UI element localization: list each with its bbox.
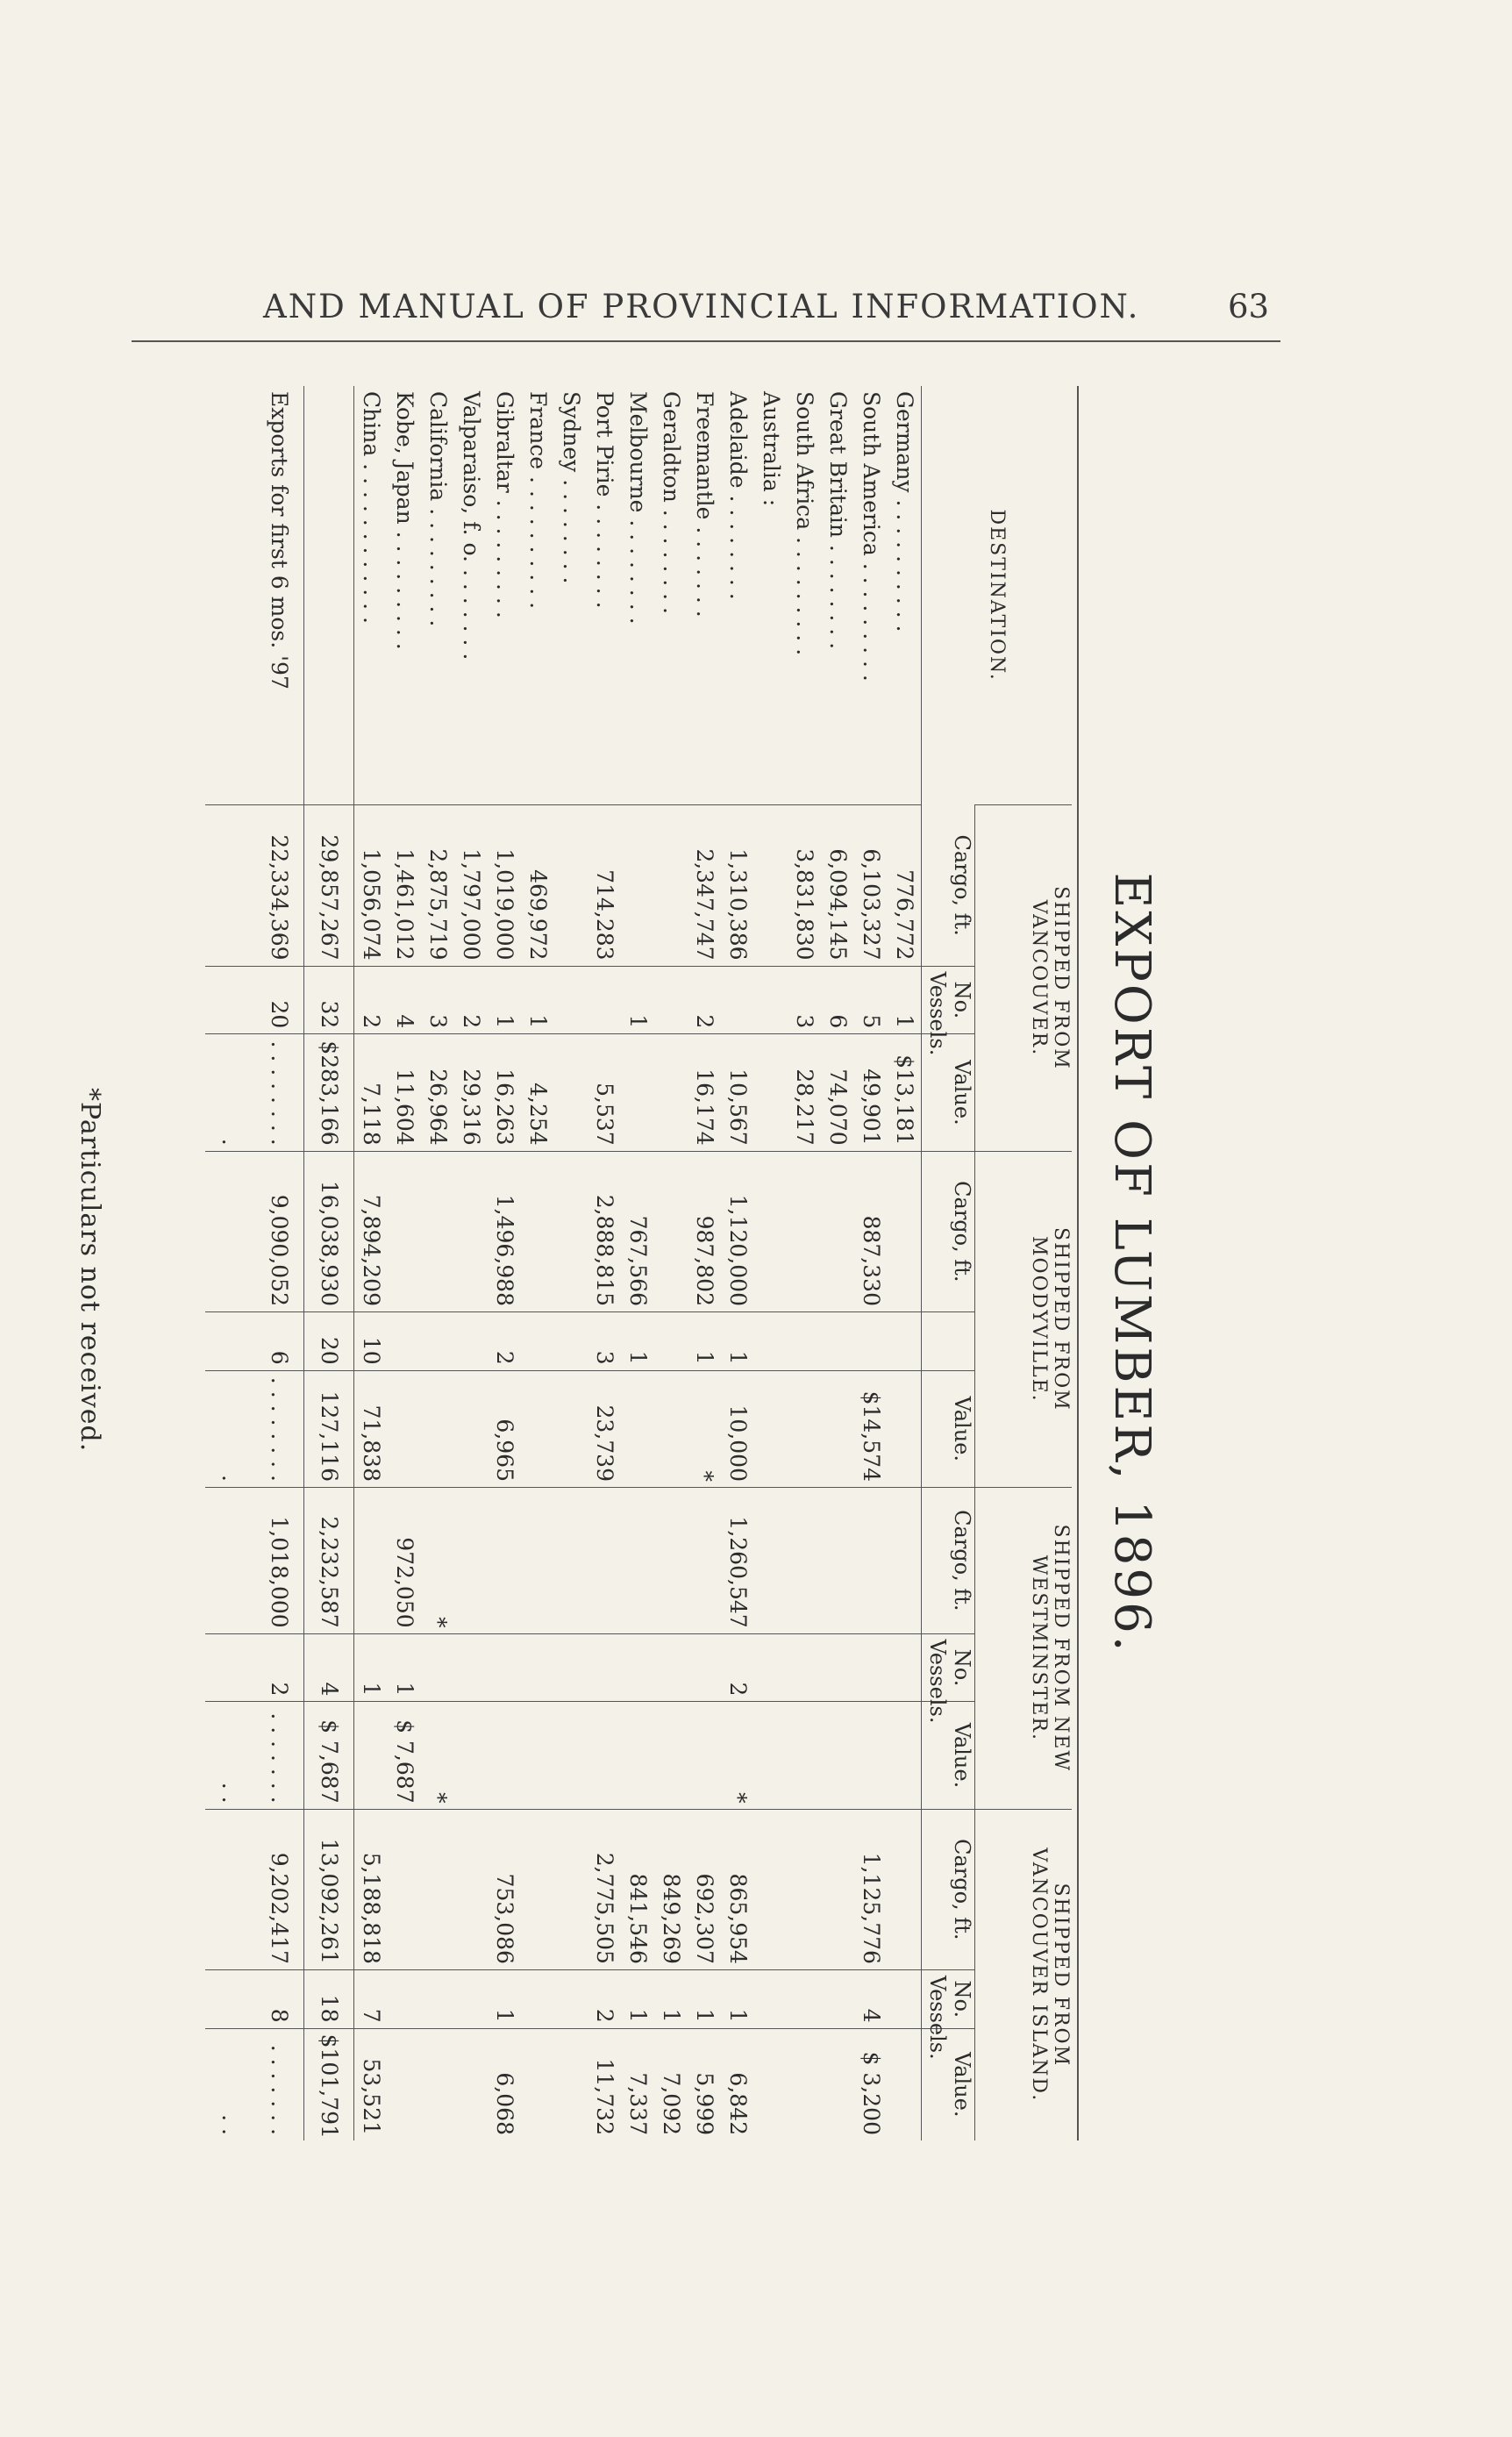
table-cell: 4,254: [521, 1034, 554, 1151]
table-cell: 3,831,830: [788, 805, 821, 966]
table-cell: 11,732: [588, 2028, 621, 2140]
table-cell: [521, 1633, 554, 1702]
table-cell: 6,094,145: [821, 805, 854, 966]
table-cell: 692,307: [688, 1809, 721, 1969]
table-cell: 1,019,000: [488, 805, 521, 966]
table-cell: 7,118: [354, 1034, 389, 1151]
table-row: [521, 386, 554, 2140]
table-cell: [454, 1370, 488, 1487]
destination-cell: Port Pirie . . . . . . . .: [592, 391, 617, 609]
table-cell: [754, 1370, 788, 1487]
table-cell: 10: [354, 1311, 389, 1370]
table-row: [588, 386, 621, 2140]
table-cell: [421, 1151, 454, 1311]
table-cell: 11,604: [388, 1034, 421, 1151]
table-cell: [688, 1702, 721, 1809]
table-cell: [888, 1633, 922, 1702]
table-cell: [754, 2028, 788, 2140]
table-cell: [388, 1311, 421, 1370]
table-cell: [454, 1488, 488, 1634]
table-cell: [521, 1488, 554, 1634]
table-cell: 849,269: [654, 1809, 688, 1969]
table-cell: 3: [421, 966, 454, 1034]
subheader-cargo: Cargo, ft.: [922, 805, 975, 966]
table-cell: 6,103,327: [854, 805, 888, 966]
table-cell: 2: [721, 1633, 754, 1702]
table-cell: 5,999: [688, 2028, 721, 2140]
table-cell: 6: [821, 966, 854, 1034]
table-cell: [888, 1809, 922, 1969]
table-cell: 2: [454, 966, 488, 1034]
table-cell: [421, 2028, 454, 2140]
table-cell: $ 7,687: [388, 1702, 421, 1809]
table-cell: 4: [388, 966, 421, 1034]
table-cell: *: [688, 1370, 721, 1487]
table-cell: $14,574: [854, 1370, 888, 1487]
table-cell: [754, 1311, 788, 1370]
table-cell: [888, 1488, 922, 1634]
table-cell: [554, 1370, 588, 1487]
table-cell: [654, 1633, 688, 1702]
table-cell: 5,188,818: [354, 1809, 389, 1969]
table-row: [554, 386, 588, 2140]
total-cell: 32: [304, 966, 354, 1034]
total-cell: 20: [304, 1311, 354, 1370]
table-cell: [521, 1151, 554, 1311]
exports-cell: . . . . . . . . .: [205, 2028, 304, 2140]
destination-cell: Sydney . . . . . . . .: [559, 391, 584, 584]
table-cell: [888, 1702, 922, 1809]
table-cell: 1: [488, 1969, 521, 2028]
table-cell: 987,802: [688, 1151, 721, 1311]
table-cell: [354, 1488, 389, 1634]
table-cell: 10,567: [721, 1034, 754, 1151]
table-cell: [788, 1370, 821, 1487]
table-cell: 865,954: [721, 1809, 754, 1969]
table-cell: 1: [521, 966, 554, 1034]
table-cell: [621, 1370, 654, 1487]
table-cell: 1: [654, 1969, 688, 2028]
table-cell: 2,875,719: [421, 805, 454, 966]
table-cell: [654, 1488, 688, 1634]
table-cell: [521, 1702, 554, 1809]
table-cell: [454, 1633, 488, 1702]
table-cell: [554, 805, 588, 966]
table-cell: [821, 1809, 854, 1969]
destination-cell: South America . . . . . . . . .: [859, 391, 884, 682]
table-cell: 2,347,747: [688, 805, 721, 966]
table-cell: 28,217: [788, 1034, 821, 1151]
table-cell: [788, 1311, 821, 1370]
table-cell: 16,174: [688, 1034, 721, 1151]
table-cell: [521, 1311, 554, 1370]
table-cell: 1: [621, 966, 654, 1034]
table-cell: [621, 1488, 654, 1634]
page-number: 63: [1228, 288, 1270, 325]
table-cell: [521, 2028, 554, 2140]
table-cell: 7,894,209: [354, 1151, 389, 1311]
table-cell: 1: [888, 966, 922, 1034]
table-cell: 1: [488, 966, 521, 1034]
table-cell: [488, 1702, 521, 1809]
total-cell: 4: [304, 1633, 354, 1702]
table-cell: [421, 1809, 454, 1969]
table-cell: [754, 1633, 788, 1702]
table-cell: [821, 1702, 854, 1809]
subheader-value: Value.: [922, 1370, 975, 1487]
table-cell: [388, 2028, 421, 2140]
table-cell: [654, 1151, 688, 1311]
table-cell: [621, 1034, 654, 1151]
table-cell: 5: [854, 966, 888, 1034]
table-cell: [554, 1311, 588, 1370]
table-cell: [754, 1488, 788, 1634]
subheader-cargo: Cargo, ft.: [922, 1488, 975, 1634]
table-cell: [654, 1702, 688, 1809]
table-cell: [654, 1034, 688, 1151]
table-cell: 1,125,776: [854, 1809, 888, 1969]
table-cell: 3: [788, 966, 821, 1034]
table-cell: [788, 1969, 821, 2028]
table-cell: [488, 1488, 521, 1634]
exports-cell: 22,334,369: [205, 805, 304, 966]
table-cell: [854, 1488, 888, 1634]
table-cell: 10,000: [721, 1370, 754, 1487]
table-cell: 1,260,547: [721, 1488, 754, 1634]
table-cell: $ 3,200: [854, 2028, 888, 2140]
footnote-text: *Particulars not received.: [75, 1088, 105, 1453]
table-cell: 6,842: [721, 2028, 754, 2140]
destination-header: DESTINATION.: [922, 386, 1073, 805]
totals-label-cell: [304, 386, 354, 805]
table-cell: [688, 1488, 721, 1634]
table-cell: 71,838: [354, 1370, 389, 1487]
table-cell: [454, 1702, 488, 1809]
table-cell: [754, 1969, 788, 2028]
total-cell: 13,092,261: [304, 1809, 354, 1969]
table-cell: 1,310,386: [721, 805, 754, 966]
exports-cell: . . . . . . . . .: [205, 1370, 304, 1487]
table-cell: 1: [688, 1311, 721, 1370]
table-cell: 2: [588, 1969, 621, 2028]
table-row: [688, 386, 721, 2140]
table-cell: [588, 1702, 621, 1809]
table-cell: 1: [721, 1969, 754, 2028]
table-cell: [588, 1488, 621, 1634]
running-head: AND MANUAL OF PROVINCIAL INFORMATION.: [263, 288, 1140, 325]
table-title: EXPORT OF LUMBER, 1896.: [1103, 872, 1160, 1654]
table-cell: [888, 1370, 922, 1487]
table-cell: [588, 1633, 621, 1702]
table-cell: 4: [854, 1969, 888, 2028]
table-cell: [388, 1969, 421, 2028]
table-cell: [821, 1370, 854, 1487]
table-cell: [488, 1633, 521, 1702]
table-cell: [388, 1151, 421, 1311]
table-cell: 7,092: [654, 2028, 688, 2140]
table-cell: [554, 1809, 588, 1969]
table-row: [388, 386, 421, 2140]
table-cell: 1: [688, 1969, 721, 2028]
table-cell: [554, 1151, 588, 1311]
exports-cell: 2: [205, 1633, 304, 1702]
table-cell: [621, 805, 654, 966]
table-cell: [521, 1809, 554, 1969]
exports-cell: . . . . . . . . .: [205, 1034, 304, 1151]
table-cell: [888, 1969, 922, 2028]
table-cell: [554, 1488, 588, 1634]
table-body: [205, 386, 922, 2140]
table-cell: [621, 1633, 654, 1702]
table-cell: 776,772: [888, 805, 922, 966]
total-cell: $283,166: [304, 1034, 354, 1151]
table-cell: 767,566: [621, 1151, 654, 1311]
total-cell: 127,116: [304, 1370, 354, 1487]
table-cell: [621, 1702, 654, 1809]
table-cell: [788, 1488, 821, 1634]
totals-row: [304, 386, 354, 2140]
table-cell: 1: [354, 1633, 389, 1702]
table-row: [454, 386, 488, 2140]
exports-row: [205, 386, 304, 2140]
table-cell: [421, 1969, 454, 2028]
table-cell: [654, 966, 688, 1034]
table-cell: 7: [354, 1969, 389, 2028]
table-row: [488, 386, 521, 2140]
table-cell: 74,070: [821, 1034, 854, 1151]
exports-cell: 20: [205, 966, 304, 1034]
table-cell: [554, 1702, 588, 1809]
table-cell: [554, 1633, 588, 1702]
rotated-table-region: [123, 386, 1175, 2140]
subheader-value: Value.: [922, 1034, 975, 1151]
table-cell: [854, 1633, 888, 1702]
table-cell: 2: [688, 966, 721, 1034]
table-row: [788, 386, 821, 2140]
table-cell: [821, 1969, 854, 2028]
table-cell: *: [421, 1488, 454, 1634]
table-cell: 6,068: [488, 2028, 521, 2140]
table-cell: [788, 1633, 821, 1702]
subheader-vessels: No. Vessels.: [922, 1633, 975, 1702]
header-rule: [132, 340, 1280, 342]
table-cell: 1,461,012: [388, 805, 421, 966]
title-rule: [1077, 386, 1079, 2140]
total-cell: 29,857,267: [304, 805, 354, 966]
destination-cell: California . . . . . . . . .: [425, 391, 451, 627]
exports-cell: 1,018,000: [205, 1488, 304, 1634]
table-cell: *: [421, 1702, 454, 1809]
table-cell: [754, 1702, 788, 1809]
destination-cell: South Africa . . . . . . . . .: [792, 391, 817, 656]
table-cell: 3: [588, 1311, 621, 1370]
table-cell: [754, 1034, 788, 1151]
destination-cell: Adelaide . . . . . . . .: [725, 391, 751, 600]
table-cell: [421, 1633, 454, 1702]
subheader-value: Value.: [922, 1702, 975, 1809]
destination-cell: Melbourne . . . . . . . .: [625, 391, 651, 625]
table-cell: [754, 1151, 788, 1311]
subheader-vessels: No. Vessels.: [922, 1969, 975, 2028]
table-cell: [554, 2028, 588, 2140]
table-cell: 1,120,000: [721, 1151, 754, 1311]
table-cell: [388, 1809, 421, 1969]
table-cell: 23,739: [588, 1370, 621, 1487]
lumber-export-table: [205, 386, 1072, 2140]
destination-cell: Gibraltar . . . . . . . . .: [492, 391, 517, 618]
destination-cell: Freemantle . . . . . . .: [692, 391, 717, 618]
exports-cell: 9,202,417: [205, 1809, 304, 1969]
table-cell: *: [721, 1702, 754, 1809]
total-cell: 18: [304, 1969, 354, 2028]
table-row: [621, 386, 654, 2140]
table-cell: 29,316: [454, 1034, 488, 1151]
subheader-vessels: [922, 1311, 975, 1370]
table-cell: [688, 1633, 721, 1702]
table-cell: [654, 805, 688, 966]
table-row: [421, 386, 454, 2140]
subheader-cargo: Cargo, ft.: [922, 1151, 975, 1311]
table-cell: 53,521: [354, 2028, 389, 2140]
table-cell: [888, 2028, 922, 2140]
table-cell: [788, 1702, 821, 1809]
table-cell: [454, 1311, 488, 1370]
table-cell: [788, 1809, 821, 1969]
table-cell: 6,965: [488, 1370, 521, 1487]
table-cell: [454, 1809, 488, 1969]
table-cell: [821, 1488, 854, 1634]
table-cell: [588, 966, 621, 1034]
destination-cell: China . . . . . . . . . . . .: [359, 391, 384, 624]
destination-cell: France . . . . . . . . . .: [525, 391, 551, 610]
table-row: [754, 386, 788, 2140]
table-row: [854, 386, 888, 2140]
table-cell: 469,972: [521, 805, 554, 966]
destination-cell: Great Britain . . . . . . . .: [825, 391, 851, 650]
destination-cell: Kobe, Japan . . . . . . . . .: [392, 391, 417, 650]
table-cell: [888, 1311, 922, 1370]
total-cell: $101,791: [304, 2028, 354, 2140]
table-cell: 49,901: [854, 1034, 888, 1151]
table-cell: 26,964: [421, 1034, 454, 1151]
table-cell: $13,181: [888, 1034, 922, 1151]
table-cell: 841,546: [621, 1809, 654, 1969]
table-cell: 887,330: [854, 1151, 888, 1311]
table-cell: [521, 1969, 554, 2028]
table-cell: [754, 1809, 788, 1969]
total-cell: $ 7,687: [304, 1702, 354, 1809]
table-cell: [454, 2028, 488, 2140]
table-cell: 2,888,815: [588, 1151, 621, 1311]
exports-cell: 8: [205, 1969, 304, 2028]
table-cell: [854, 1311, 888, 1370]
table-cell: [554, 966, 588, 1034]
table-cell: [521, 1370, 554, 1487]
table-cell: [388, 1370, 421, 1487]
table-cell: [354, 1702, 389, 1809]
table-cell: 2: [488, 1311, 521, 1370]
table-cell: [854, 1702, 888, 1809]
total-cell: 16,038,930: [304, 1151, 354, 1311]
subheader-value: Value.: [922, 2028, 975, 2140]
table-cell: 1: [388, 1633, 421, 1702]
table-row: [354, 386, 389, 2140]
table-cell: [754, 805, 788, 966]
exports-cell: 9,090,052: [205, 1151, 304, 1311]
table-cell: [754, 966, 788, 1034]
table-row: [721, 386, 754, 2140]
table-cell: 714,283: [588, 805, 621, 966]
table-cell: 1,496,988: [488, 1151, 521, 1311]
table-cell: 5,537: [588, 1034, 621, 1151]
table-cell: 7,337: [621, 2028, 654, 2140]
table-cell: [821, 2028, 854, 2140]
subheader-vessels: No. Vessels.: [922, 966, 975, 1034]
table-cell: 1: [621, 1311, 654, 1370]
table-cell: 1,056,074: [354, 805, 389, 966]
table-cell: [654, 1370, 688, 1487]
table-cell: [821, 1633, 854, 1702]
exports-cell: . . . . . . . . .: [205, 1702, 304, 1809]
table-cell: 2: [354, 966, 389, 1034]
page-header: [0, 288, 1512, 340]
destination-cell: Germany . . . . . . . . . .: [892, 391, 917, 632]
table-cell: 972,050: [388, 1488, 421, 1634]
table-cell: [454, 1969, 488, 2028]
exports-label: Exports for first 6 mos. '97: [205, 386, 304, 805]
table-cell: [821, 1311, 854, 1370]
table-cell: 1: [721, 1311, 754, 1370]
table-cell: [554, 1969, 588, 2028]
table-cell: 1,797,000: [454, 805, 488, 966]
table-cell: 2,775,505: [588, 1809, 621, 1969]
table-cell: [788, 2028, 821, 2140]
table-cell: [888, 1151, 922, 1311]
table-cell: 1: [621, 1969, 654, 2028]
total-cell: 2,232,587: [304, 1488, 354, 1634]
table-cell: [421, 1311, 454, 1370]
table-row: [654, 386, 688, 2140]
table-cell: [554, 1034, 588, 1151]
group-header-moodyville: SHIPPED FROM MOODYVILLE.: [975, 1151, 1073, 1487]
table-cell: 16,263: [488, 1034, 521, 1151]
destination-cell: Valparaiso, f. o. . . . . . . .: [459, 391, 484, 661]
table-row: [821, 386, 854, 2140]
table-cell: [454, 1151, 488, 1311]
table-cell: [821, 1151, 854, 1311]
group-header-vancouver: SHIPPED FROM VANCOUVER.: [975, 805, 1073, 1151]
table-cell: 753,086: [488, 1809, 521, 1969]
subheader-cargo: Cargo, ft.: [922, 1809, 975, 1969]
destination-cell: Australia :: [759, 391, 784, 507]
destination-cell: Geraldton . . . . . . . .: [659, 391, 684, 614]
table-row: [888, 386, 922, 2140]
table-cell: [721, 966, 754, 1034]
table-cell: [421, 1370, 454, 1487]
group-header-new-westminster: SHIPPED FROM NEW WESTMINSTER.: [975, 1488, 1073, 1810]
table-cell: [788, 1151, 821, 1311]
table-cell: [654, 1311, 688, 1370]
exports-cell: 6: [205, 1311, 304, 1370]
group-header-vancouver-island: SHIPPED FROM VANCOUVER ISLAND.: [975, 1809, 1073, 2140]
